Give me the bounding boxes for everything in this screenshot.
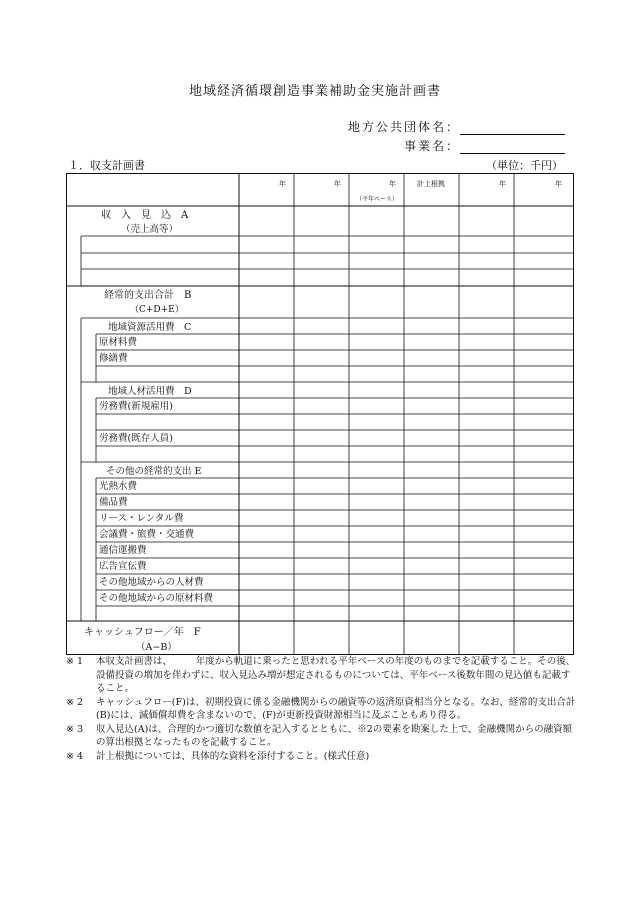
note-item	[66, 696, 576, 723]
avg-year-header: （平年ベース）	[356, 196, 398, 203]
project-name-label: 事業名：	[403, 139, 460, 153]
project-name-field[interactable]	[460, 141, 565, 154]
budget-table	[66, 173, 574, 659]
note-mark: ※ 3	[66, 723, 84, 735]
revenue-label: 収 入 見 込 A	[101, 210, 189, 221]
document-title: 地域経済循環創造事業補助金実施計画書	[188, 84, 441, 99]
year-header-6: 年	[555, 180, 562, 188]
ads-label: 広告宣伝費	[99, 561, 147, 572]
note-item	[66, 750, 576, 764]
note-text: 収入見込(A)は、合理的かつ適切な数値を記入するとともに、※2の要素を勘案した上で、金融機関からの融資額の算出根拠となったものを記載すること。	[96, 723, 573, 748]
notes-section	[66, 655, 576, 763]
regional-hr-label: 地域人材活用費 D	[108, 386, 192, 397]
meeting-label: 会議費・旅費・交通費	[99, 529, 195, 540]
cashflow-sub-label: （A−B）	[136, 642, 177, 653]
supplies-label: 備品費	[99, 497, 128, 508]
other-hr-label: その他地域からの人材費	[99, 577, 204, 588]
other-material-label: その他地域からの原材料費	[99, 593, 214, 604]
comm-label: 通信運搬費	[99, 545, 147, 556]
section-title: １．収支計画書	[68, 159, 145, 172]
org-name-label: 地方公共団体名：	[347, 120, 460, 134]
basis-header: 計上根拠	[417, 180, 445, 188]
revenue-sub-label: （売上高等）	[121, 224, 179, 235]
repair-label: 修繕費	[99, 353, 128, 364]
note-text: 計上根拠については、具体的な資料を添付すること。(様式任意)	[96, 750, 370, 762]
unit-label: （単位：千円）	[486, 159, 563, 172]
cashflow-label: キャッシュフロー／年 F	[84, 627, 201, 638]
note-item	[66, 723, 576, 750]
year-header-5: 年	[499, 180, 506, 188]
note-mark: ※ 4	[66, 750, 84, 762]
utilities-label: 光熱水費	[99, 481, 138, 492]
org-name-field[interactable]	[460, 122, 565, 135]
note-mark: ※ 1	[66, 656, 84, 667]
note-text: 本収支計画書は、 年度から軌道に乗ったと思われる平年ベースの年度のものまでを記載すること。その後、設備投資の増加を伴わずに、収入見込み増が想定されるものについては、平年ベース後数年間の見込値も記載すること。	[96, 656, 576, 694]
org-name-row	[300, 118, 570, 135]
note-item	[66, 655, 576, 696]
lease-label: リース・レンタル費	[99, 513, 184, 524]
note-mark: ※ 2	[66, 696, 84, 708]
raw-material-label: 原材料費	[99, 337, 138, 348]
labor-new-label: 労務費(新規雇用)	[99, 401, 173, 412]
year-header-1: 年	[279, 180, 286, 188]
ordinary-total-label: 経常的支出合計 B	[104, 290, 192, 301]
regional-resource-label: 地域資源活用費 C	[108, 322, 192, 333]
note-text: キャッシュフロー(F)は、初期投資に係る金融機関からの融資等の返済原資相当分となる。なお、経常的支出合計(B)には、減価償却費を含まないので、(F)が更新投資財源相当に及ぶこともあり得る。	[96, 696, 576, 721]
project-name-row	[300, 137, 570, 154]
other-ordinary-label: その他の経常的支出 E	[106, 466, 202, 477]
year-header-3: 年	[389, 180, 396, 188]
labor-existing-label: 労務費(既存人員)	[99, 433, 173, 444]
ordinary-total-sub-label: （C+D+E）	[130, 305, 184, 315]
year-header-2: 年	[334, 180, 341, 188]
